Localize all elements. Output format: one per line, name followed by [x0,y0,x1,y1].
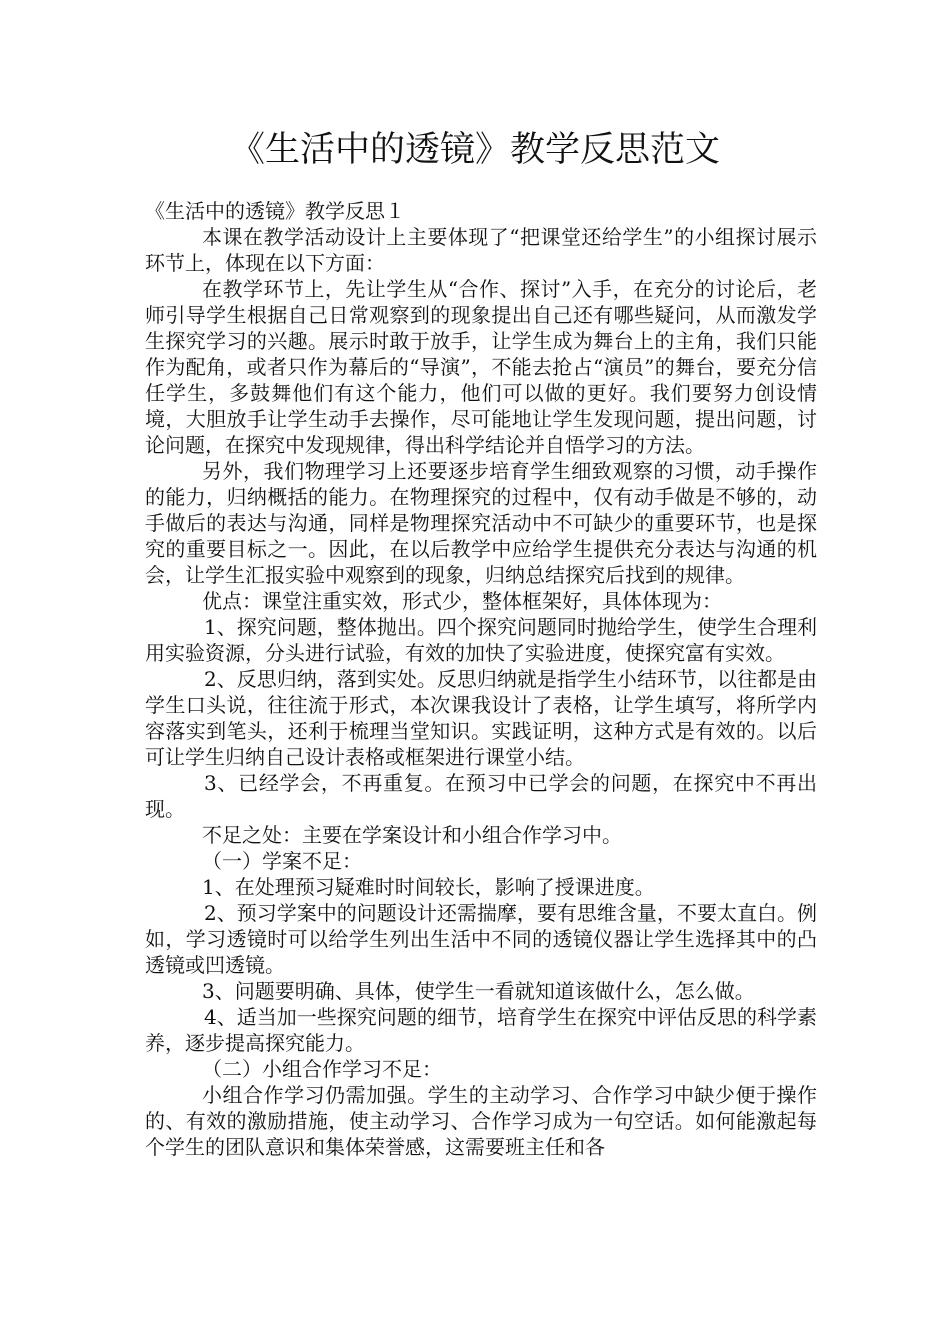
subheading-worksheet: （一）学案不足： [202,849,362,873]
list-item-weakness-3: 3、问题要明确、具体，使学生一看就知道该做什么，怎么做。 [202,979,755,1003]
paragraph-observation: 另外，我们物理学习上还要逐步培育学生细致观察的习惯，动手操作的能力，归纳概括的能力。在物理探究的过程中，仅有动手做是不够的，动手做后的表达与沟通，同样是物理探究活动中不可缺少的重要环节，也是探究的重要目标之一。因此，在以后教学中应给学生提供充分表达与沟通的机会，让学生汇报实验中观察到的现象，归纳总结探究后找到的规律。 [145,459,817,587]
paragraph-group-learning: 小组合作学习仍需加强。学生的主动学习、合作学习中缺少便于操作的、有效的激励措施，使主动学习、合作学习成为一句空话。如何能激起每个学生的团队意识和集体荣誉感，这需要班主任和各 [145,1083,817,1159]
list-item-weakness-4: 4、适当加一些探究问题的细节，培育学生在探究中评估反思的科学素养，逐步提高探究能力。 [145,1005,817,1055]
list-item-weakness-1: 1、在处理预习疑难时时间较长，影响了授课进度。 [202,875,655,899]
document-body [145,198,817,1160]
list-item-strength-3: 3、已经学会，不再重复。在预习中已学会的问题，在探究中不再出现。 [145,771,817,821]
document-title: 《生活中的透镜》教学反思范文 [229,130,720,170]
list-item-strength-2: 2、反思归纳，落到实处。反思归纳就是指学生小结环节，以往都是由学生口头说，往往流于形式，本次课我设计了表格，让学生填写，将所学内容落实到笔头，还利于梳理当堂知识。实践证明，这种方式是有效的。以后可让学生归纳自己设计表格或框架进行课堂小结。 [145,667,817,769]
paragraph-intro: 本课在教学活动设计上主要体现了“把课堂还给学生”的小组探讨展示环节上，体现在以下方面： [145,225,817,275]
subheading-group-learning: （二）小组合作学习不足： [202,1057,442,1081]
section-heading: 《生活中的透镜》教学反思１ [145,199,405,223]
list-item-weakness-2: 2、预习学案中的问题设计还需揣摩，要有思维含量，不要太直白。例如，学习透镜时可以给学生列出生活中不同的透镜仪器让学生选择其中的凸透镜或凹透镜。 [145,901,817,977]
paragraph-teaching-process: 在教学环节上，先让学生从“合作、探讨”入手，在充分的讨论后，老师引导学生根据自己日常观察到的现象提出自己还有哪些疑问，从而激发学生探究学习的兴趣。展示时敢于放手，让学生成为舞台上的主角，我们只能作为配角，或者只作为幕后的“导演”，不能去抢占“演员”的舞台，要充分信任学生，多鼓舞他们有这个能力，他们可以做的更好。我们要努力创设情境，大胆放手让学生动手去操作，尽可能地让学生发现问题，提出问题，讨论问题，在探究中发现规律，得出科学结论并自悟学习的方法。 [145,277,817,457]
paragraph-weaknesses: 不足之处：主要在学案设计和小组合作学习中。 [202,823,622,847]
paragraph-strengths: 优点：课堂注重实效，形式少，整体框架好，具体体现为： [202,589,722,613]
list-item-strength-1: 1、探究问题，整体抛出。四个探究问题同时抛给学生，使学生合理利用实验资源，分头进行试验，有效的加快了实验进度，使探究富有实效。 [145,615,817,665]
